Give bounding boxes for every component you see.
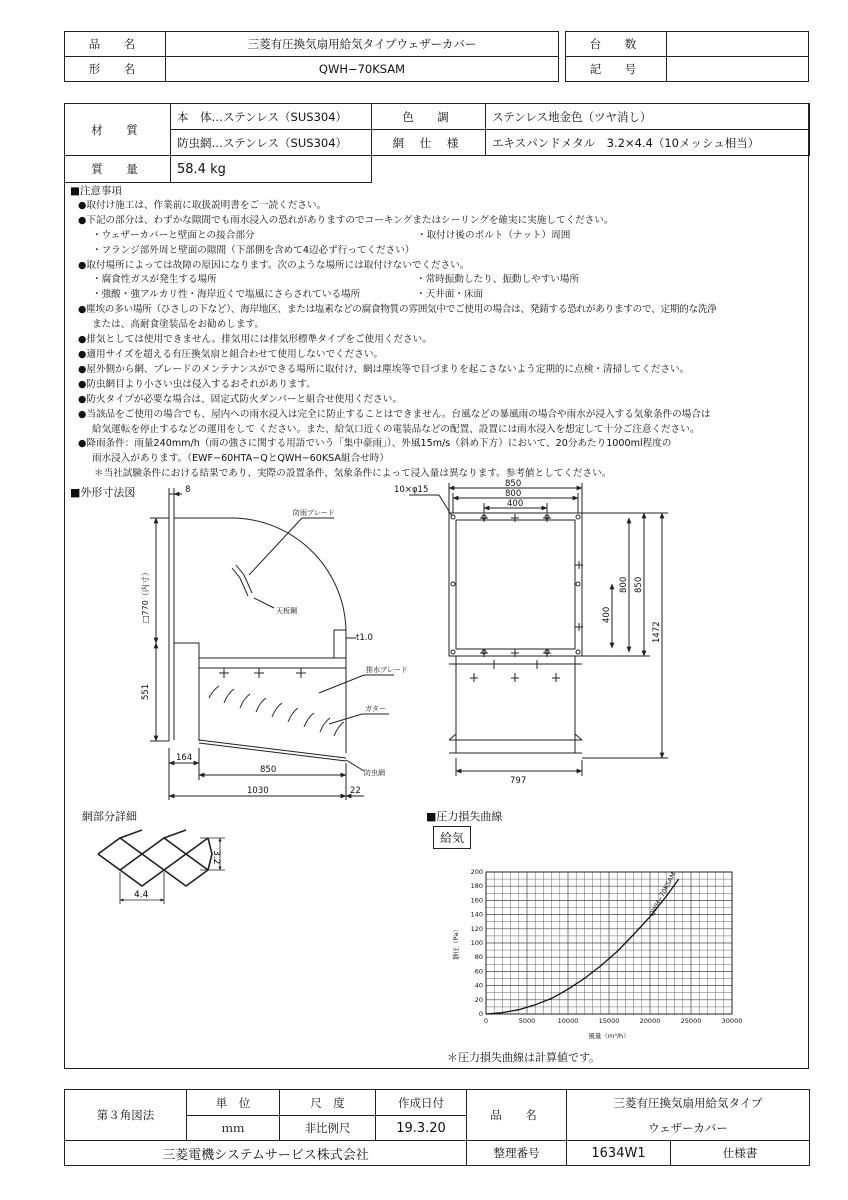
note-5: ●排気としては使用できません。排気用には排気形標準タイプをご使用ください。 xyxy=(78,334,432,346)
note-3-items-2 xyxy=(70,288,810,303)
dim-22: 22 xyxy=(350,786,361,796)
x-tick-label: 20000 xyxy=(639,1017,661,1025)
pressure-loss-note: ＊圧力損失曲線は計算値です。 xyxy=(447,1051,601,1064)
x-tick-label: 0 xyxy=(483,1017,489,1025)
unit-label: 単 位 xyxy=(187,1090,280,1116)
note-8: ●防虫網目より小さい虫は侵入するおそれがあります。 xyxy=(78,378,316,390)
note-11b: 雨水浸入があります。（EWF−60HTA−QとQWH−60KSA組合せ時） xyxy=(92,453,389,465)
supply-tag: 給気 xyxy=(433,826,471,849)
dim-770: □770（内寸） xyxy=(141,568,150,623)
y-axis-label: 静圧（Pa） xyxy=(452,926,460,960)
dim-holes: 10×φ15 xyxy=(394,485,429,495)
model-number: QWH−70KSAM xyxy=(166,57,559,82)
label-gutter: ガター xyxy=(365,705,386,713)
date-label: 作成日付 xyxy=(376,1090,467,1116)
note-3a: ・腐食性ガスが発生する場所 xyxy=(92,274,217,286)
mark-label: 記 号 xyxy=(566,57,667,82)
footer-name-line1: 三菱有圧換気扇用給気タイプ xyxy=(567,1090,810,1116)
quantity-value xyxy=(667,32,809,57)
header-table xyxy=(64,31,559,82)
notes-heading: ■注意事項 xyxy=(70,185,122,197)
pressure-loss-title: ■圧力損失曲線 xyxy=(426,810,503,823)
dim-797: 797 xyxy=(510,776,527,786)
mark-value xyxy=(667,57,809,82)
scale-label: 尺 度 xyxy=(280,1090,376,1116)
note-11: ●降雨条件：雨量240mm/h（雨の強さに関する用語でいう「集中豪雨」）、外風15m/s（斜め下方）において、20分あたり1000ml程度の xyxy=(78,438,672,450)
y-tick-label: 100 xyxy=(470,939,483,947)
title-block xyxy=(64,1089,810,1166)
date-value: 19.3.20 xyxy=(376,1116,467,1141)
color-value: ステンレス地金色（ツヤ消し） xyxy=(486,104,810,130)
note-2a: ・ウェザーカバーと壁面との接合部分 xyxy=(92,229,255,241)
projection-method: 第３角図法 xyxy=(65,1090,187,1141)
note-2: ●下記の部分は、わずかな隙間でも雨水浸入の恐れがありますのでコーキングまたはシーリングを確実に実施してください。 xyxy=(78,214,614,226)
dim-850-side: 850 xyxy=(260,765,277,775)
net-spec-value: エキスパンドメタル 3.2×4.4（10メッシュ相当） xyxy=(486,130,810,156)
label-net: 防虫網 xyxy=(364,769,385,777)
note-4: ●塵埃の多い場所（ひさしの下など）、海岸地区、または塩素などの腐食物質の雰囲気中でご使用の場合は、発錆する恐れがありますので、定期的な洗浄 xyxy=(78,304,717,316)
footer-name-label: 品 名 xyxy=(467,1090,567,1141)
dim-8: 8 xyxy=(185,485,191,495)
body-material: 本 体…ステンレス（SUS304） xyxy=(171,104,372,130)
note-3: ●取付場所によっては故障の原因になります。次のような場所には取付けないでください。 xyxy=(78,259,470,271)
scale-value: 非比例尺 xyxy=(280,1116,376,1141)
front-view xyxy=(409,483,668,776)
note-7: ●屋外側から網、ブレードのメンテナンスができる場所に取付け、網は塵埃等で目づまりを起こさないよう定期的に点検・清掃してください。 xyxy=(78,363,690,375)
dim-400-vertical: 400 xyxy=(602,606,612,623)
bolt-holes xyxy=(451,515,580,654)
mesh-dim-4-4: 4.4 xyxy=(134,890,149,900)
pressure-loss-chart xyxy=(440,860,750,1050)
dim-850-top: 850 xyxy=(505,479,522,489)
note-3c: ・強酸・強アルカリ性・海岸近くで塩風にさらされている場所 xyxy=(92,289,361,301)
note-3b: ・常時振動したり、振動しやすい場所 xyxy=(416,274,580,286)
note-10b: 給気運転を停止するなどの運用をして ください。また、給気口近くの電装品などの配置、設置には雨水浸入を想定して十分ご注意ください。 xyxy=(92,423,700,435)
y-tick-label: 180 xyxy=(470,882,483,891)
product-name: 三菱有圧換気扇用給気タイプウェザーカバー xyxy=(166,32,559,57)
footer-name-line2: ウェザーカバー xyxy=(567,1116,810,1141)
series-label: QWH−70KSAM xyxy=(647,870,678,918)
y-tick-label: 40 xyxy=(474,981,483,990)
x-tick-label: 30000 xyxy=(721,1017,743,1025)
outline-drawing xyxy=(64,478,809,808)
quantity-table xyxy=(565,31,809,82)
y-tick-label: 20 xyxy=(474,995,483,1004)
y-tick-label: 140 xyxy=(470,910,483,919)
quantity-label: 台 数 xyxy=(566,32,667,57)
note-6: ●適用サイズを超える有圧換気扇と組合わせて使用しないでください。 xyxy=(78,348,384,360)
note-10: ●当該品をご使用の場合でも、屋内への雨水浸入は完全に防止することはできません。台風などの暴風雨の場合や雨水が浸入する気象条件の場合は xyxy=(78,408,711,420)
dim-1030: 1030 xyxy=(247,786,269,796)
net-spec-label: 網 仕 様 xyxy=(372,130,486,156)
unit-value: ｍｍ xyxy=(187,1116,280,1141)
note-2c: ・フランジ部外周と壁面の隙間（下部側を含めて4辺必ず行ってください） xyxy=(92,244,415,256)
ref-number: 1634W1 xyxy=(567,1141,671,1166)
mass-value: 58.4 kg xyxy=(171,156,372,183)
y-tick-label: 160 xyxy=(470,896,483,905)
mass-label: 質 量 xyxy=(65,156,171,183)
dim-551: 551 xyxy=(141,683,151,700)
x-tick-label: 25000 xyxy=(680,1017,702,1025)
note-3d: ・天井面・床面 xyxy=(416,289,484,301)
label-top-plate: 天板鋼 xyxy=(276,607,297,615)
material-label: 材 質 xyxy=(65,104,171,156)
company-name: 三菱電機システムサービス株式会社 xyxy=(65,1141,467,1166)
x-tick-label: 5000 xyxy=(518,1017,536,1025)
dim-164: 164 xyxy=(176,753,193,763)
product-name-label: 品 名 xyxy=(65,32,166,57)
spec-table xyxy=(64,103,810,183)
dim-850-vertical: 850 xyxy=(634,576,644,593)
dim-800: 800 xyxy=(505,489,522,499)
label-rain-blade: 防雨ブレード xyxy=(293,509,335,517)
note-3-items-1 xyxy=(70,273,810,288)
note-4b: または、高耐食塗装品をお勧めします。 xyxy=(92,319,264,331)
dim-t1: t1.0 xyxy=(356,633,373,643)
x-tick-label: 15000 xyxy=(598,1017,620,1025)
note-2b: ・取付け後のボルト（ナット）周囲 xyxy=(417,229,571,241)
model-label: 形 名 xyxy=(65,57,166,82)
dim-1472: 1472 xyxy=(652,621,662,643)
color-label: 色 調 xyxy=(372,104,486,130)
caution-notes xyxy=(70,184,810,482)
label-drain-blade: 排水ブレード xyxy=(366,666,408,674)
note-11c: ＊当社試験条件における結果であり、実際の設置条件、気象条件によって浸入量は異なります。参考値としてください。 xyxy=(94,468,612,480)
drawing-title: ■外形寸法図 xyxy=(70,486,136,499)
y-tick-label: 0 xyxy=(478,1010,483,1018)
ref-number-label: 整理番号 xyxy=(467,1141,567,1166)
note-2-items xyxy=(70,229,810,244)
y-tick-label: 80 xyxy=(474,953,483,962)
dim-400: 400 xyxy=(507,499,524,509)
document-type: 仕様書 xyxy=(671,1141,810,1166)
x-tick-label: 10000 xyxy=(557,1017,579,1025)
note-1: ●取付け施工は、作業前に取扱説明書をご一読ください。 xyxy=(78,199,327,211)
y-tick-label: 120 xyxy=(470,924,483,933)
y-tick-label: 60 xyxy=(474,967,483,976)
y-tick-label: 200 xyxy=(470,868,483,876)
mesh-detail xyxy=(90,826,230,916)
dim-800-vertical: 800 xyxy=(619,576,629,593)
drain-blades xyxy=(209,686,344,736)
net-material: 防虫網…ステンレス（SUS304） xyxy=(171,130,372,156)
x-axis-label: 風量（m³/h） xyxy=(588,1032,630,1040)
mesh-dim-3-2: 3.2 xyxy=(211,850,221,865)
mesh-detail-title: 網部分詳細 xyxy=(82,810,137,823)
note-9: ●防火タイプが必要な場合は、固定式防火ダンパーと組合せ使用ください。 xyxy=(78,393,402,405)
